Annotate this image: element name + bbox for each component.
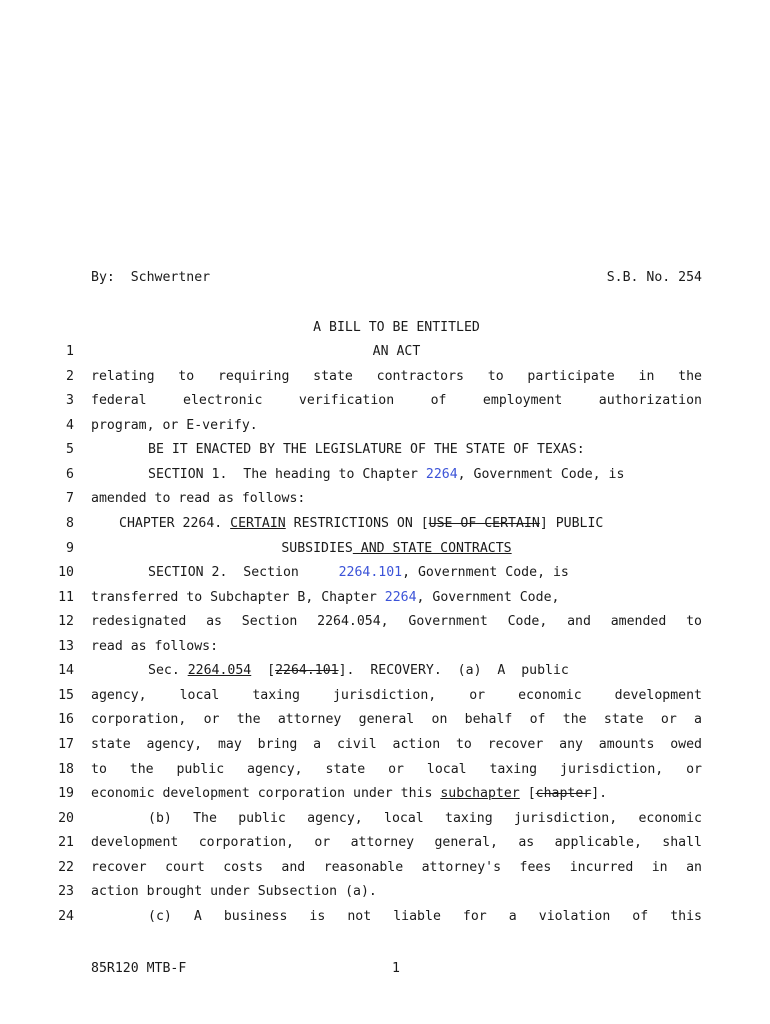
author-label: By: Schwertner	[91, 270, 211, 285]
bill-text-line: transferred to Subchapter B, Chapter 2264, Government Code,	[91, 590, 560, 605]
line-number: 1	[66, 344, 74, 359]
line-number: 3	[66, 393, 74, 408]
section-heading: Sec. 2264.054 [2264.101]. RECOVERY. (a) A public	[148, 663, 569, 678]
bill-text-line: read as follows:	[91, 639, 219, 654]
inserted-text: AND STATE CONTRACTS	[352, 541, 512, 556]
bill-text-line: recover court costs and reasonable attorney's fees incurred in an	[91, 860, 702, 875]
code-link[interactable]: 2264	[384, 590, 417, 605]
bill-text-line: economic development corporation under this subchapter [chapter].	[91, 786, 608, 801]
footer-code: 85R120 MTB-F	[91, 961, 187, 976]
line-number: 14	[58, 663, 74, 678]
line-number: 11	[58, 590, 74, 605]
line-number: 12	[58, 614, 74, 629]
deleted-text: 2264.101	[275, 663, 339, 678]
bill-text-line: federal electronic verification of employment authorization	[91, 393, 702, 408]
bill-text-line: amended to read as follows:	[91, 491, 306, 506]
line-number: 5	[66, 442, 74, 457]
line-number: 18	[58, 762, 74, 777]
deleted-text: USE OF CERTAIN	[428, 516, 540, 531]
inserted-text: subchapter	[440, 786, 520, 801]
line-number: 17	[58, 737, 74, 752]
line-number: 10	[58, 565, 74, 580]
line-number: 9	[66, 541, 74, 556]
line-number: 2	[66, 369, 74, 384]
author-name: Schwertner	[130, 270, 211, 285]
line-number: 20	[58, 811, 74, 826]
line-number: 19	[58, 786, 74, 801]
line-number: 24	[58, 909, 74, 924]
line-number: 23	[58, 884, 74, 899]
deleted-text: chapter	[535, 786, 592, 801]
bill-number: S.B. No. 254	[606, 270, 702, 285]
bill-text-line: redesignated as Section 2264.054, Government Code, and amended to	[91, 614, 702, 629]
chapter-heading: SUBSIDIES AND STATE CONTRACTS	[281, 541, 512, 556]
bill-title: A BILL TO BE ENTITLED	[313, 320, 480, 335]
bill-text-line: program, or E-verify.	[91, 418, 258, 433]
bill-text-line: development corporation, or attorney general, as applicable, shall	[91, 835, 702, 850]
line-number: 15	[58, 688, 74, 703]
bill-text-line: corporation, or the attorney general on behalf of the state or a	[91, 712, 702, 727]
code-link[interactable]: 2264	[425, 467, 458, 482]
line-number: 8	[66, 516, 74, 531]
bill-text-line: (c) A business is not liable for a violation of this	[148, 909, 702, 924]
bill-text-line: agency, local taxing jurisdiction, or economic development	[91, 688, 702, 703]
line-number: 21	[58, 835, 74, 850]
line-number: 6	[66, 467, 74, 482]
line-number: 7	[66, 491, 74, 506]
bill-text-line: SECTION 2. Section 2264.101, Government Code, is	[148, 565, 569, 580]
bill-text-line: (b) The public agency, local taxing jurisdiction, economic	[148, 811, 702, 826]
chapter-heading: CHAPTER 2264. CERTAIN RESTRICTIONS ON [USE OF CERTAIN] PUBLIC	[119, 516, 604, 531]
bill-text-line: state agency, may bring a civil action to recover any amounts owed	[91, 737, 702, 752]
bill-text-line: to the public agency, state or local taxing jurisdiction, or	[91, 762, 702, 777]
line-number: 16	[58, 712, 74, 727]
bill-text-line: relating to requiring state contractors to participate in the	[91, 369, 702, 384]
line-number: 4	[66, 418, 74, 433]
bill-text-line: SECTION 1. The heading to Chapter 2264, Government Code, is	[148, 467, 625, 482]
bill-text-line: action brought under Subsection (a).	[91, 884, 377, 899]
enacting-clause: BE IT ENACTED BY THE LEGISLATURE OF THE STATE OF TEXAS:	[148, 442, 585, 457]
line-number: 22	[58, 860, 74, 875]
inserted-text: 2264.054	[187, 663, 252, 678]
page-number: 1	[392, 961, 400, 976]
line-number: 13	[58, 639, 74, 654]
inserted-text: CERTAIN	[230, 516, 286, 531]
code-link[interactable]: 2264.101	[338, 565, 403, 580]
act-heading: AN ACT	[372, 344, 421, 359]
